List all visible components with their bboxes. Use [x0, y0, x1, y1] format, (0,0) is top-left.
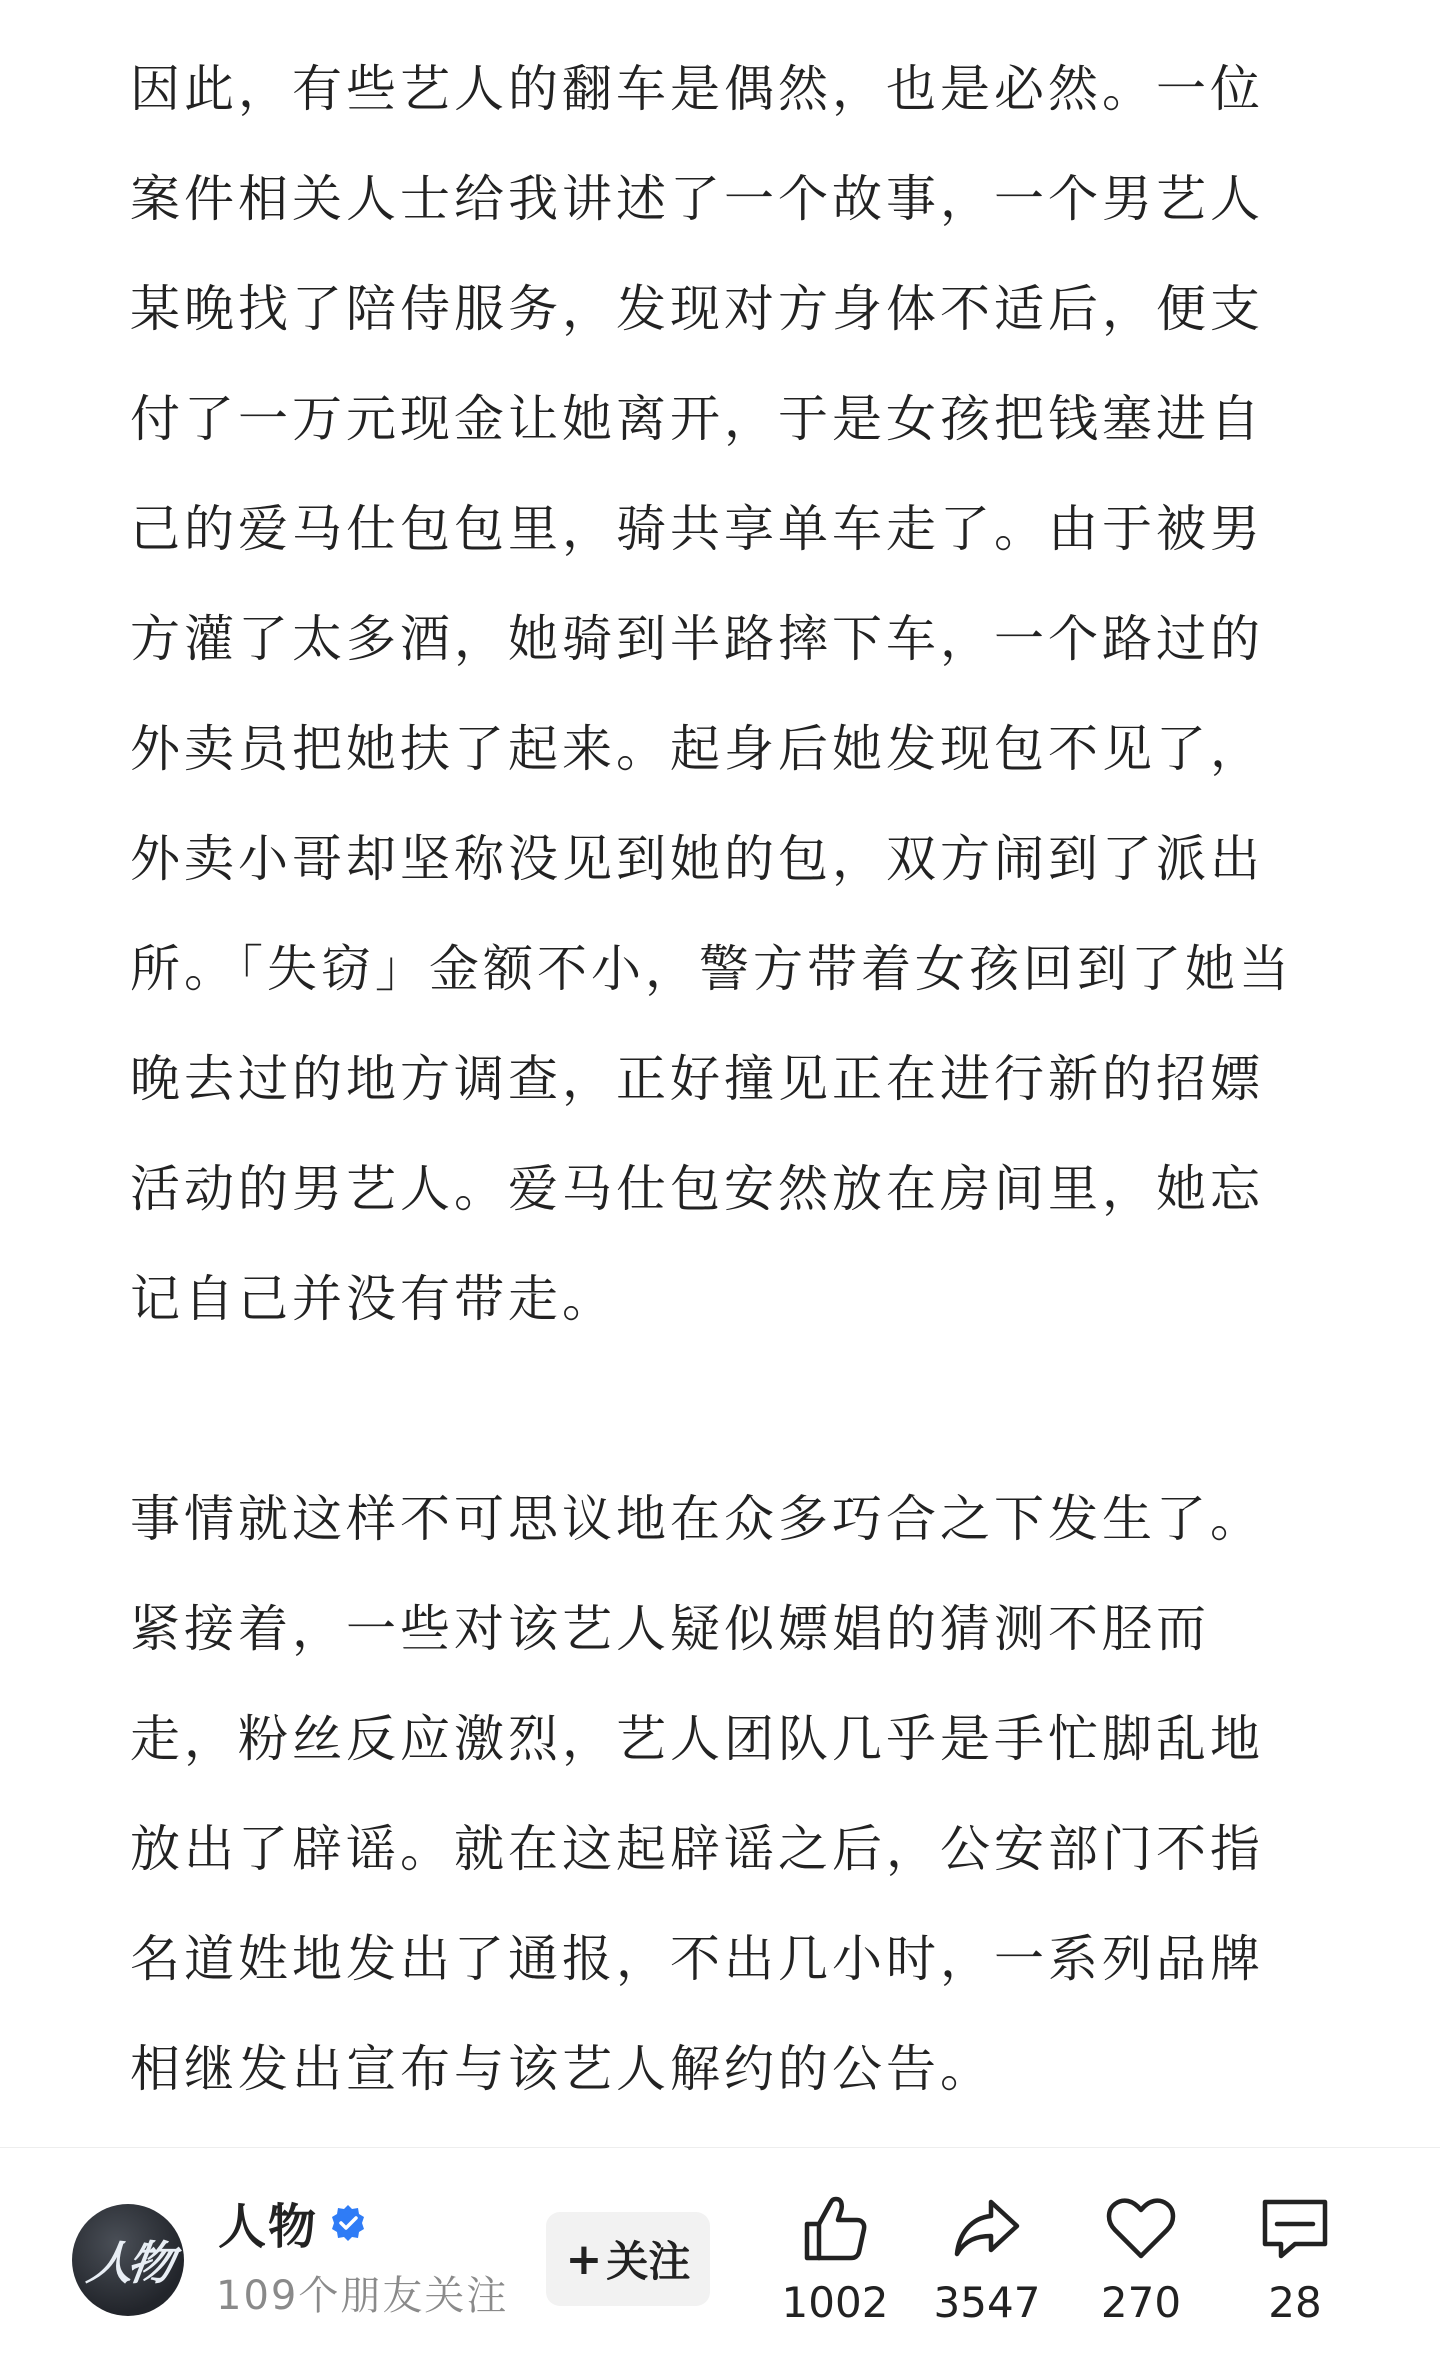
bottom-action-bar	[0, 2147, 1440, 2362]
avatar[interactable]	[72, 2204, 184, 2316]
article-paragraph: 事情就这样不可思议地在众多巧合之下发生了。紧接着，一些对该艺人疑似嫖娼的猜测不胫而走，粉丝反应激烈，艺人团队几乎是手忙脚乱地放出了辟谣。就在这起辟谣之后，公安部门不指名道姓地发出了通报，不出几小时，一系列品牌相继发出宣布与该艺人解约的公告。	[130, 1490, 1264, 2098]
like-button[interactable]	[760, 2188, 910, 2327]
follow-button-label: 关注	[606, 2237, 691, 2286]
comment-bubble-icon	[1255, 2188, 1335, 2268]
share-count: 3547	[933, 2278, 1041, 2327]
follower-count: 109个朋友关注	[216, 2273, 509, 2319]
account-name[interactable]: 人物	[218, 2199, 319, 2255]
thumbs-up-icon	[795, 2188, 875, 2268]
article-body	[130, 34, 1310, 2124]
share-button[interactable]	[912, 2188, 1062, 2327]
account-name-row[interactable]	[218, 2188, 368, 2257]
favorite-count: 270	[1100, 2278, 1182, 2327]
plus-icon: +	[565, 2233, 603, 2285]
verified-badge-icon	[328, 2203, 368, 2243]
follow-button[interactable]	[546, 2212, 710, 2306]
favorite-button[interactable]	[1066, 2188, 1216, 2327]
comment-count: 28	[1268, 2278, 1322, 2327]
share-arrow-icon	[947, 2188, 1027, 2268]
avatar-logo: 人物	[83, 2236, 172, 2290]
article-paragraph: 因此，有些艺人的翻车是偶然，也是必然。一位案件相关人士给我讲述了一个故事，一个男艺人某晚找了陪侍服务，发现对方身体不适后，便支付了一万元现金让她离开，于是女孩把钱塞进自己的爱马仕包包里，骑共享单车走了。由于被男方灌了太多酒，她骑到半路摔下车，一个路过的外卖员把她扶了起来。起身后她发现包不见了，外卖小哥却坚称没见到她的包，双方闹到了派出所。「失窃」金额不小，警方带着女孩回到了她当晚去过的地方调查，正好撞见正在进行新的招嫖活动的男艺人。爱马仕包安然放在房间里，她忘记自己并没有带走。	[130, 60, 1293, 1328]
comment-button[interactable]	[1220, 2188, 1370, 2327]
heart-icon	[1101, 2188, 1181, 2268]
like-count: 1002	[781, 2278, 889, 2327]
